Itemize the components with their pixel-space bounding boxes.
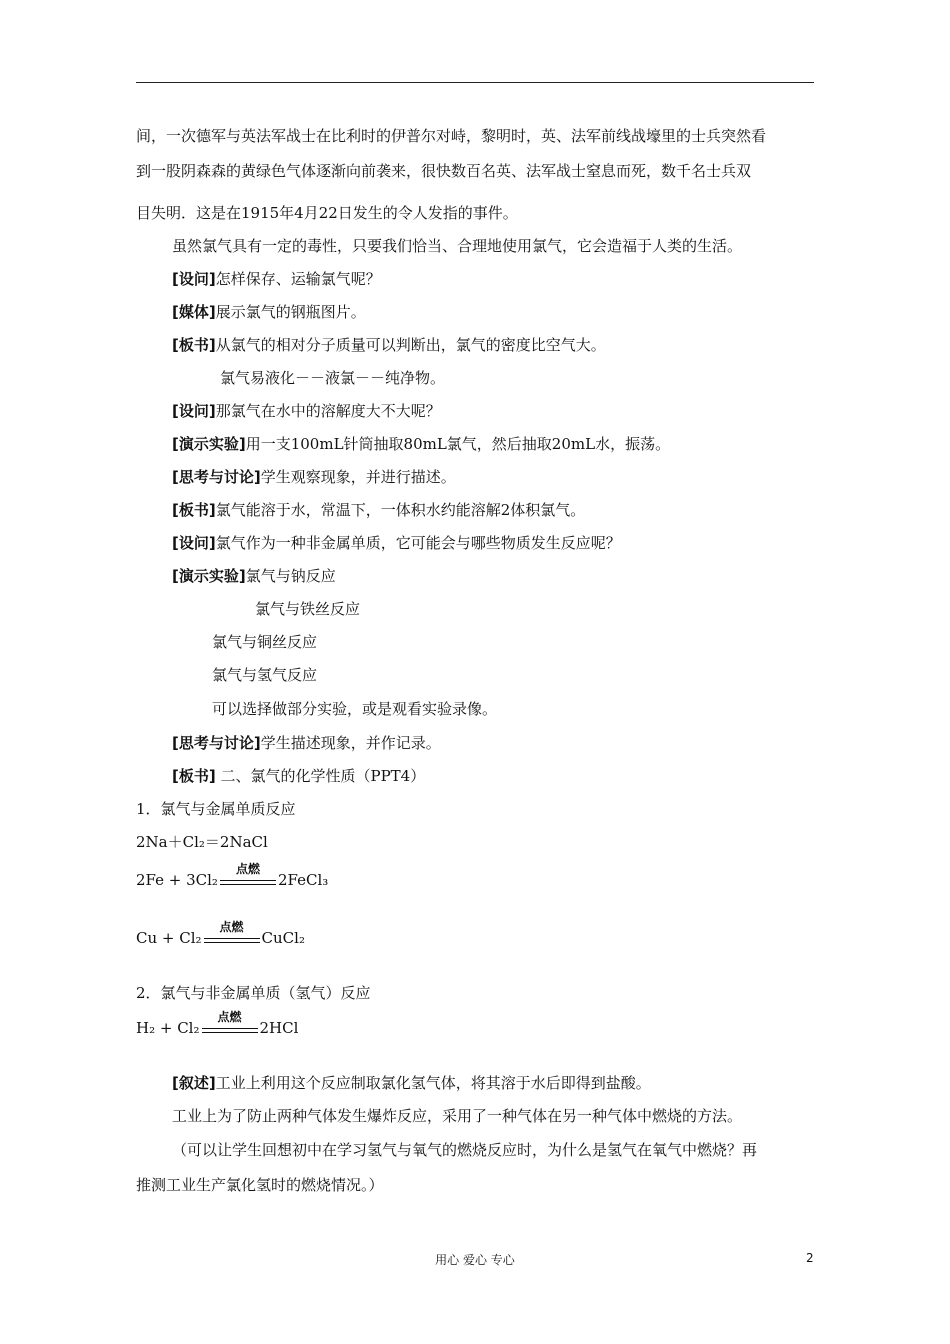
paragraph-line: 目失明．这是在1915年4月22日发生的令人发指的事件。 (136, 204, 518, 222)
equation-left: 2Fe + 3Cl₂ (136, 871, 218, 889)
equation: 2Na＋Cl₂＝2NaCl (136, 833, 268, 851)
double-bar (220, 880, 276, 885)
paragraph-line: 推测工业生产氯化氢时的燃烧情况。） (136, 1176, 384, 1194)
reaction-arrow (204, 920, 260, 949)
board-item (172, 335, 606, 355)
section-heading: 2．氯气与非金属单质（氢气）反应 (136, 984, 371, 1002)
equation (136, 1010, 299, 1039)
item-text: 那氯气在水中的溶解度大不大呢？ (215, 402, 441, 420)
double-bar (202, 1028, 258, 1033)
demo-item (172, 434, 670, 454)
discussion-item (172, 733, 441, 753)
board-item (172, 500, 585, 520)
item-text: 展示氯气的钢瓶图片。 (215, 303, 366, 321)
item-tag: [演示实验] (172, 567, 246, 585)
item-text: 从氯气的相对分子质量可以判断出，氯气的密度比空气大。 (215, 336, 606, 354)
paragraph-line: 到一股阴森森的黄绿色气体逐渐向前袭来，很快数百名英、法军战士窒息而死，数千名士兵双 (136, 162, 752, 180)
item-text: 氯气作为一种非金属单质，它可能会与哪些物质发生反应呢？ (215, 534, 621, 552)
narration-item (172, 1073, 651, 1093)
board-subline: 氯气易液化－－液氯－－纯净物。 (220, 369, 446, 387)
item-tag: [思考与讨论] (172, 468, 261, 486)
demo-subline: 氯气与铜丝反应 (212, 633, 318, 651)
equation (136, 862, 329, 891)
item-text: 用一支100mL针筒抽取80mL氯气，然后抽取20mL水，振荡。 (245, 435, 671, 453)
item-tag: [叙述] (172, 1074, 216, 1092)
discussion-item (172, 467, 456, 487)
item-text: 怎样保存、运输氯气呢？ (215, 270, 381, 288)
item-tag: [设问] (172, 534, 216, 552)
item-tag: [思考与讨论] (172, 734, 261, 752)
item-tag: [媒体] (172, 303, 216, 321)
footer-motto: 用心 爱心 专心 (435, 1253, 515, 1267)
double-bar (204, 938, 260, 943)
item-text: 学生观察现象，并进行描述。 (260, 468, 456, 486)
section-heading: 1．氯气与金属单质反应 (136, 800, 296, 818)
equation-right: 2HCl (259, 1019, 299, 1037)
item-text: 氯气能溶于水，常温下，一体积水约能溶解2体积氯气。 (215, 501, 586, 519)
board-item (172, 766, 425, 786)
condition-label: 点燃 (219, 920, 244, 934)
demo-subline: 氯气与铁丝反应 (255, 600, 361, 618)
equation-left: H₂ + Cl₂ (136, 1019, 200, 1037)
item-text: 工业上利用这个反应制取氯化氢气体，将其溶于水后即得到盐酸。 (215, 1074, 651, 1092)
question-item (172, 533, 621, 553)
paragraph-line: （可以让学生回想初中在学习氢气与氧气的燃烧反应时，为什么是氢气在氧气中燃烧？再 (172, 1141, 758, 1159)
item-tag: [板书] (172, 336, 216, 354)
demo-subline: 氯气与氢气反应 (212, 666, 318, 684)
paragraph-line: 间，一次德军与英法军战士在比利时的伊普尔对峙，黎明时，英、法军前线战壕里的士兵突然看 (136, 127, 767, 145)
header-rule (136, 82, 814, 83)
page-number: 2 (806, 1251, 814, 1265)
condition-label: 点燃 (217, 1010, 242, 1024)
item-tag: [演示实验] (172, 435, 246, 453)
reaction-arrow (202, 1010, 258, 1039)
question-item (172, 269, 381, 289)
condition-label: 点燃 (235, 862, 260, 876)
item-tag: [设问] (172, 402, 216, 420)
demo-item (172, 566, 336, 586)
paragraph-line: 虽然氯气具有一定的毒性，只要我们恰当、合理地使用氯气，它会造福于人类的生活。 (172, 237, 743, 255)
paragraph-line: 工业上为了防止两种气体发生爆炸反应，采用了一种气体在另一种气体中燃烧的方法。 (172, 1107, 743, 1125)
equation-right: CuCl₂ (261, 929, 305, 947)
equation-right: 2FeCl₃ (277, 871, 329, 889)
item-text: 氯气与钠反应 (245, 567, 336, 585)
item-tag: [设问] (172, 270, 216, 288)
reaction-arrow (220, 862, 276, 891)
equation (136, 920, 305, 949)
item-text: 学生描述现象，并作记录。 (260, 734, 441, 752)
item-tag: [板书] (172, 767, 216, 785)
question-item (172, 401, 441, 421)
media-item (172, 302, 366, 322)
item-tag: [板书] (172, 501, 216, 519)
demo-subline: 可以选择做部分实验，或是观看实验录像。 (212, 700, 498, 718)
equation-left: Cu + Cl₂ (136, 929, 202, 947)
item-text: 二、氯气的化学性质（PPT4） (215, 767, 426, 785)
